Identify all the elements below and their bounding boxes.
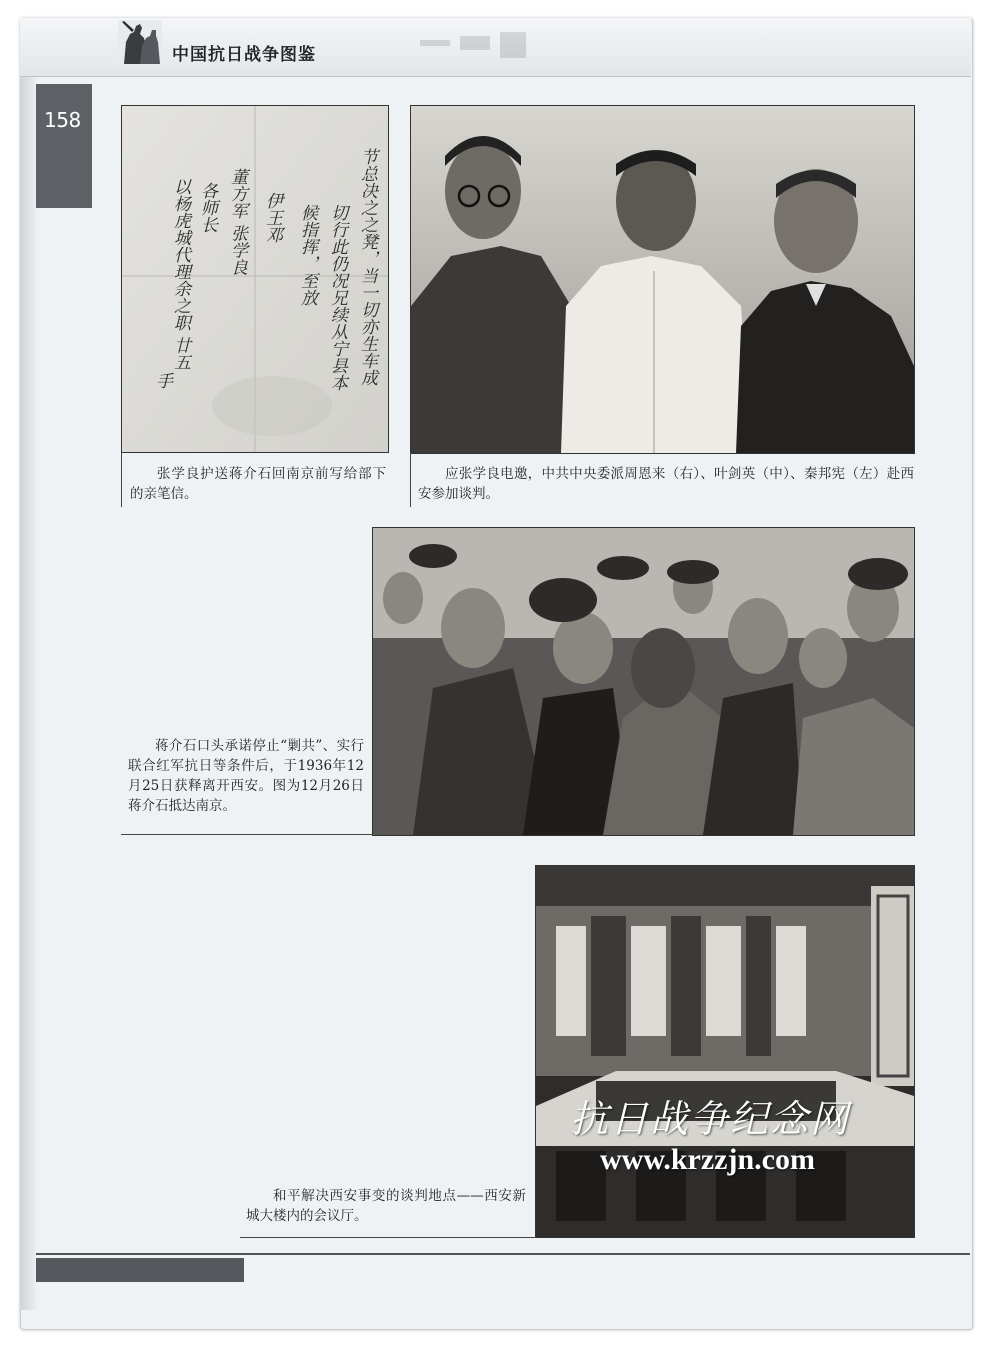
arrival-caption: 蒋介石口头承诺停止“剿共”、实行联合红军抗日等条件后，于1936年12月25日获释离开西安。图为12月26日蒋介石抵达南京。 xyxy=(128,738,364,814)
page-number-tab xyxy=(36,84,92,208)
page-number: 158 xyxy=(44,108,81,132)
hall-photo xyxy=(535,865,915,1238)
letter-line: 董方军 张学良 xyxy=(227,168,247,276)
letter-line: 以杨虎城代理余之职 廿五 xyxy=(170,178,190,371)
arrival-photo xyxy=(372,527,915,836)
watermark-url: www.krzzjn.com xyxy=(600,1143,815,1176)
letter-line: 手 xyxy=(152,372,172,389)
book-title: 中国抗日战争图鉴 xyxy=(172,45,316,65)
portrait-photo xyxy=(410,105,915,454)
caption-rule xyxy=(410,452,411,507)
letter-line: 各师长 xyxy=(197,182,217,233)
header-soldiers-icon xyxy=(118,20,162,64)
letter-line: 节总决之之凳，当一切亦生车成 xyxy=(357,148,377,386)
letter-caption: 张学良护送蒋介石回南京前写给部下的亲笔信。 xyxy=(130,466,386,502)
letter-line: 切行此仍况兄续从宁县本 xyxy=(327,204,347,391)
hall-caption: 和平解决西安事变的谈判地点——西安新城大楼内的会议厅。 xyxy=(246,1188,526,1224)
portrait-caption: 应张学良电邀，中共中央委派周恩来（右）、叶剑英（中）、秦邦宪（左）赴西安参加谈判。 xyxy=(418,466,914,502)
caption-rule xyxy=(121,452,122,507)
letter-line: 伊王邓 xyxy=(262,192,282,243)
footer-bar xyxy=(36,1258,244,1282)
letter-photo xyxy=(121,105,389,453)
page-spine xyxy=(20,60,38,1310)
letter-line: 候指挥，至放 xyxy=(297,204,317,306)
caption-rule xyxy=(121,834,373,835)
footer-rule xyxy=(36,1253,970,1255)
header-faded-ornament xyxy=(420,30,530,60)
watermark-title: 抗日战争纪念网 xyxy=(569,1097,850,1141)
caption-rule xyxy=(240,1237,536,1238)
